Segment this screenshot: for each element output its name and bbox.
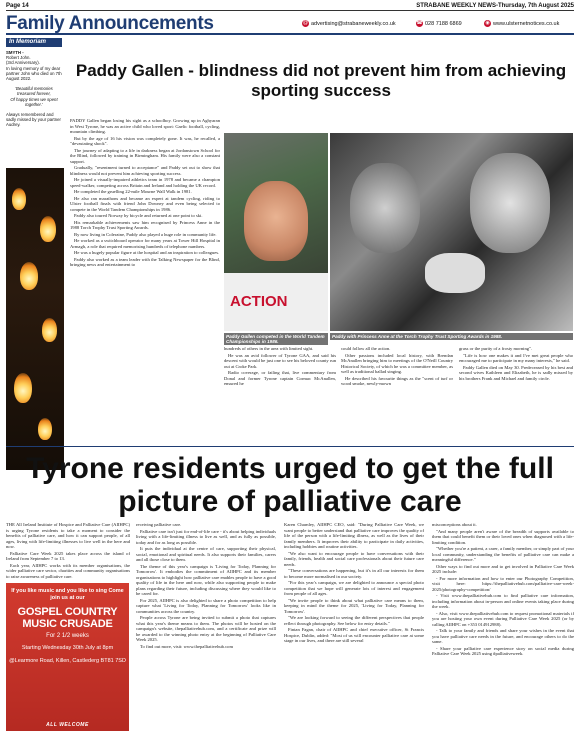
email-text: advertising@strabaneweekly.co.uk: [311, 20, 396, 27]
publication-date: STRABANE WEEKLY NEWS-Thursday, 7th August 2025: [416, 3, 574, 9]
advert-welcome: ALL WELCOME: [46, 722, 89, 728]
article-column: [224, 346, 336, 440]
paragraph: Fintan Fagan, chair of AIIHPC and chief executive officer, St Francis Hospice, Dublin, added: "Most of us will encounter palliative care at some stage in our lives, and there are still several: [284, 627, 424, 643]
trophy-shape: [425, 253, 485, 293]
paragraph: grass or the purity of a frosty morning".: [459, 346, 533, 351]
advert-duration: For 2 1/2 weeks: [46, 633, 89, 639]
paragraph: "For this year's campaign, we are delighted to announce a special photo competition that we hope will generate lots of interest and engagement from people of all ages.: [284, 580, 424, 596]
paragraph: could follow all the action.: [341, 346, 391, 351]
paragraph: He also ran marathons and became an expert at tandem cycling, riding to Ulster football finals with friend John Downey and even being selected to compete in the World Tandem Championships in 1986.: [70, 195, 220, 212]
paragraph: "These conversations are happening, but it's in all our interests for them to become more normalised in our society.: [284, 568, 424, 579]
paragraph: He completed the gruelling 22-mile Mourne Wall Walk in 1981.: [74, 189, 192, 194]
paragraph: For 2025, AIIHPC is also delighted to share a photo competition to help capture what 'Living for Today, Planning for Tomorrow' looks like in communities across the country.: [136, 597, 276, 614]
memoriam-notice: [6, 50, 62, 128]
paragraph: He joined a visually-impaired athletics team in 1978 and became a champion speed-walker, competing across Britain and Ireland and holding the UK record.: [70, 177, 220, 188]
paragraph: - Also, visit www.thepalliativehub.com to request promotional materials if you are hosting your own event during Palliative Care Week 2025 (or by calling AIIHPC on +353 014912988).: [432, 610, 574, 627]
article-column: [284, 522, 424, 734]
article-column: [432, 522, 574, 734]
gospel-crusade-advert: [6, 583, 129, 731]
memoriam-surname: SMYTH -: [6, 50, 24, 55]
memoriam-line: In loving memory of my dear partner John who died on 7th August 2022.: [6, 65, 62, 82]
phone-text: 028 7188 6869: [425, 20, 462, 27]
paragraph: hundreds of others in the area with limited sight.: [224, 346, 314, 351]
paragraph: Paddy also toured Norway by bicycle and returned at one point to ski.: [74, 213, 203, 218]
princess-anne-photo: [330, 133, 573, 331]
memoriam-verse: [6, 86, 62, 107]
paragraph: Other ways to find out more and to get involved in Palliative Care Week 2025 include:: [432, 563, 574, 574]
advert-intro: If you like music and you like to sing Come join us at our: [11, 588, 124, 601]
in-memoriam-heading: In Memoriam: [6, 38, 62, 47]
shirt-lettering: ACTION: [230, 293, 288, 310]
verse-line: 'Beautiful memories treasured forever,: [15, 86, 53, 97]
paragraph: "We are looking forward to seeing the different perspectives that people reflect through photography. See below for entry details.": [284, 615, 424, 626]
paragraph: Paddy also worked as a team leader with the Talking Newspaper for the Blind, bringing news and entertainment to: [70, 256, 220, 267]
contact-email[interactable]: [302, 20, 396, 27]
contact-website[interactable]: [484, 20, 559, 27]
candle-flame: [42, 318, 57, 342]
paragraph: He worked as a switchboard operator for many years at Tower Hill Hospital in Armagh, a role that required memorising hundreds of telephone numbers.: [70, 238, 220, 249]
paddy-gallen-photo: [224, 133, 328, 331]
candle-flame: [14, 373, 32, 403]
paragraph: By now living in Coleraine, Paddy also played a huge role in community life.: [74, 231, 217, 237]
candles-image: [6, 168, 64, 470]
paragraph: THE All Ireland Institute of Hospice and Palliative Care (AIIHPC) is urging Tyrone residents to take a moment to consider the benefits of palliative care, and how it can support people, of all ages, living with life-limiting illnesses to live well in the here and now.: [6, 522, 130, 549]
article-column: [459, 346, 573, 440]
paragraph: The theme of this year's campaign is 'Living for Today, Planning for Tomorrow'. It embodies the commitment of AIIHPC and its member organisations to highlight how palliative care enables people to have a good quality of life in the here and now, while also supporting people to make plans regarding their future, including discussing where they would like to be cared for.: [136, 563, 276, 596]
memoriam-line: (3rd Anniversary).: [6, 60, 40, 66]
paragraph: receiving palliative care.: [136, 522, 182, 527]
candle-flame: [20, 262, 38, 290]
paragraph: Other passions included local history, with Brendan McAnallen bringing him to meetings of the O'Neill Country Historical Society, of which he was a committee member, as well as traditional ballad singing.: [341, 352, 453, 374]
paragraph: The journey of adapting to a life in darkness began at Jordanstown School for the Blind, followed by training in Birmingham. His family were also a constant support.: [70, 147, 220, 164]
globe-icon: ◉: [485, 20, 490, 26]
section-banner: [6, 13, 574, 35]
candle-flame: [12, 188, 26, 210]
paragraph: But by the age of 16 his vision was completely gone. It was, he recalled, a "devastating shock".: [70, 135, 220, 146]
contact-phone[interactable]: [416, 20, 462, 27]
page-number: Page 14: [6, 3, 29, 9]
paragraph: His remarkable achievements saw him recognised by Princess Anne in the 1988 Torch Trophy Trust Sporting Awards.: [70, 219, 220, 230]
memoriam-closing: Always remembered and sadly missed by your partner Audrey.: [6, 112, 61, 128]
paragraph: Each year, AIIHPC works with its member organisations, the wider palliative care sector, charities and community organisations to raise awareness of palliative care.: [6, 562, 130, 579]
candle-flame: [38, 418, 52, 440]
email-icon: @: [302, 20, 309, 26]
paragraph: - Share your palliative care experience story on social media during Palliative Care Week 2025 using #palliativeweek.: [432, 645, 574, 656]
paragraph: - Visit www.thepalliativehub.com to find palliative care information, including information about in-person and online events taking place during the week.: [432, 593, 574, 609]
paragraph: "Life is how one makes it and I've met great people who encouraged me to participate in my many interests," he said.: [459, 352, 573, 363]
advert-title: GOSPEL COUNTRY MUSIC CRUSADE: [17, 606, 118, 630]
photo-caption: Paddy with Princess Anne at the Torch Trophy Trust Sporting Awards in 1988.: [330, 333, 573, 340]
phone-icon: ☎: [416, 20, 423, 26]
person-shape: [470, 153, 550, 253]
paragraph: Palliative Care Week 2025 takes place across the island of Ireland from September 7 to 13.: [6, 550, 130, 561]
memoriam-name: Robert John.: [6, 55, 31, 61]
verse-line: Of happy times we spent together.': [10, 96, 58, 107]
paragraph: Palliative care isn't just for end-of-life care - it's about helping individuals living with a life-limiting illness to live as well, and as fully as possible, today and for as long as possible.: [136, 528, 276, 545]
article-headline: Tyrone residents urged to get the full picture of palliative care: [26, 452, 554, 518]
article-column: [341, 346, 453, 440]
paragraph: - Talk to your family and friends and share your wishes in the event that you have palliative care needs in the future, and encourage others to do the same.: [432, 628, 574, 644]
paragraph: PADDY Gallen began losing his sight as a schoolboy. Growing up in Aghyaran in West Tyrone, he was an active child who loved sport: Gaelic football, cycling, mountain climbing.: [70, 118, 220, 134]
article-column: [136, 522, 276, 734]
article-headline: Paddy Gallen - blindness did not prevent him from achieving sporting success: [75, 61, 567, 100]
paragraph: He was a hugely popular figure at the hospital and an inspiration to colleagues.: [74, 250, 220, 255]
paragraph: He described his favourite things as the "scent of turf or wood smoke, newly-mown: [341, 375, 453, 386]
website-text: www.ulsternetnotices.co.uk: [493, 20, 560, 27]
paragraph: Radio coverage, or failing that, live commentary from Donal and former Tyrone captain Cormac McAnallen, ensured he: [224, 370, 336, 386]
paragraph: "And many people aren't aware of the breadth of supports available to them that could benefit them or their loved ones when diagnosed with a life-limiting condition.: [432, 528, 574, 545]
paragraph: To find out more, visit: www.thepalliativehub.com: [140, 643, 234, 649]
paragraph: Karen Charnley, AIIHPC CEO, said: "During Palliative Care Week, we want people to better understand that palliative care improves the quality of life of the person with a life-limiting illness, as well as the lives of their family members. It improves their ability to participate in daily activities, including hobbies and routine activities.: [284, 522, 424, 549]
paragraph: "We also want to encourage people to have conversations with their family, friends, health and social care professionals about their future care needs.: [284, 550, 424, 567]
article-column: [6, 522, 130, 580]
article-column: [70, 118, 220, 440]
advert-start: Starting Wednesday 30th July at 8pm: [21, 645, 114, 651]
person-shape: [350, 163, 420, 253]
face-shape: [244, 181, 308, 261]
paragraph: Gradually, "resentment turned to acceptance" and Paddy set out to show that blindness would not prevent him achieving sporting success.: [70, 165, 220, 176]
section-title: Family Announcements: [6, 13, 214, 34]
advert-venue: @Learmore Road, Killen, Castlederg BT81 7SD: [9, 658, 126, 664]
paragraph: Paddy Gallen died on May 30. Predeceased by his best and second wives Kathleen and Elizabeth, he is sadly missed by his brothers Frank and Michael and family circle.: [459, 364, 573, 381]
paragraph: misconceptions about it.: [432, 522, 477, 527]
divider: [6, 446, 574, 447]
photo-caption: Paddy Gallen competed in the World Tandem Championships in 1986.: [224, 333, 328, 345]
candle-flame: [40, 216, 56, 242]
paragraph: - For more information and how to enter our Photography Competition, visit here: https://thepalliativehub.com/palliative-care-week-2025/photography-competition/: [432, 575, 574, 592]
paragraph: It puts the individual at the centre of care, supporting their physical, social, emotional and spiritual needs. It also supports their families, carers and all those close to them.: [136, 546, 276, 562]
paragraph: "Whether you're a patient, a carer, a family member, or simply part of your local community, understanding the benefits of palliative care can make a meaningful difference.": [432, 546, 574, 562]
paragraph: "We invite people to think about what palliative care means to them, keeping in mind the theme for 2025, 'Living for Today, Planning for Tomorrow'.: [284, 597, 424, 614]
paragraph: People across Tyrone are being invited to submit a photo that captures what this year's theme means to them. The photos will be hosted on the campaign's website, thepalliativehub.com, and a certificate and prize will be awarded to the winning photo entry at the beginning of Palliative Care Week 2025.: [136, 615, 276, 642]
paragraph: He was an avid follower of Tyrone GAA, and said his descent with would be just one to see his beloved county run out at Croke Park.: [224, 352, 336, 369]
page-header-bar: [6, 2, 574, 11]
